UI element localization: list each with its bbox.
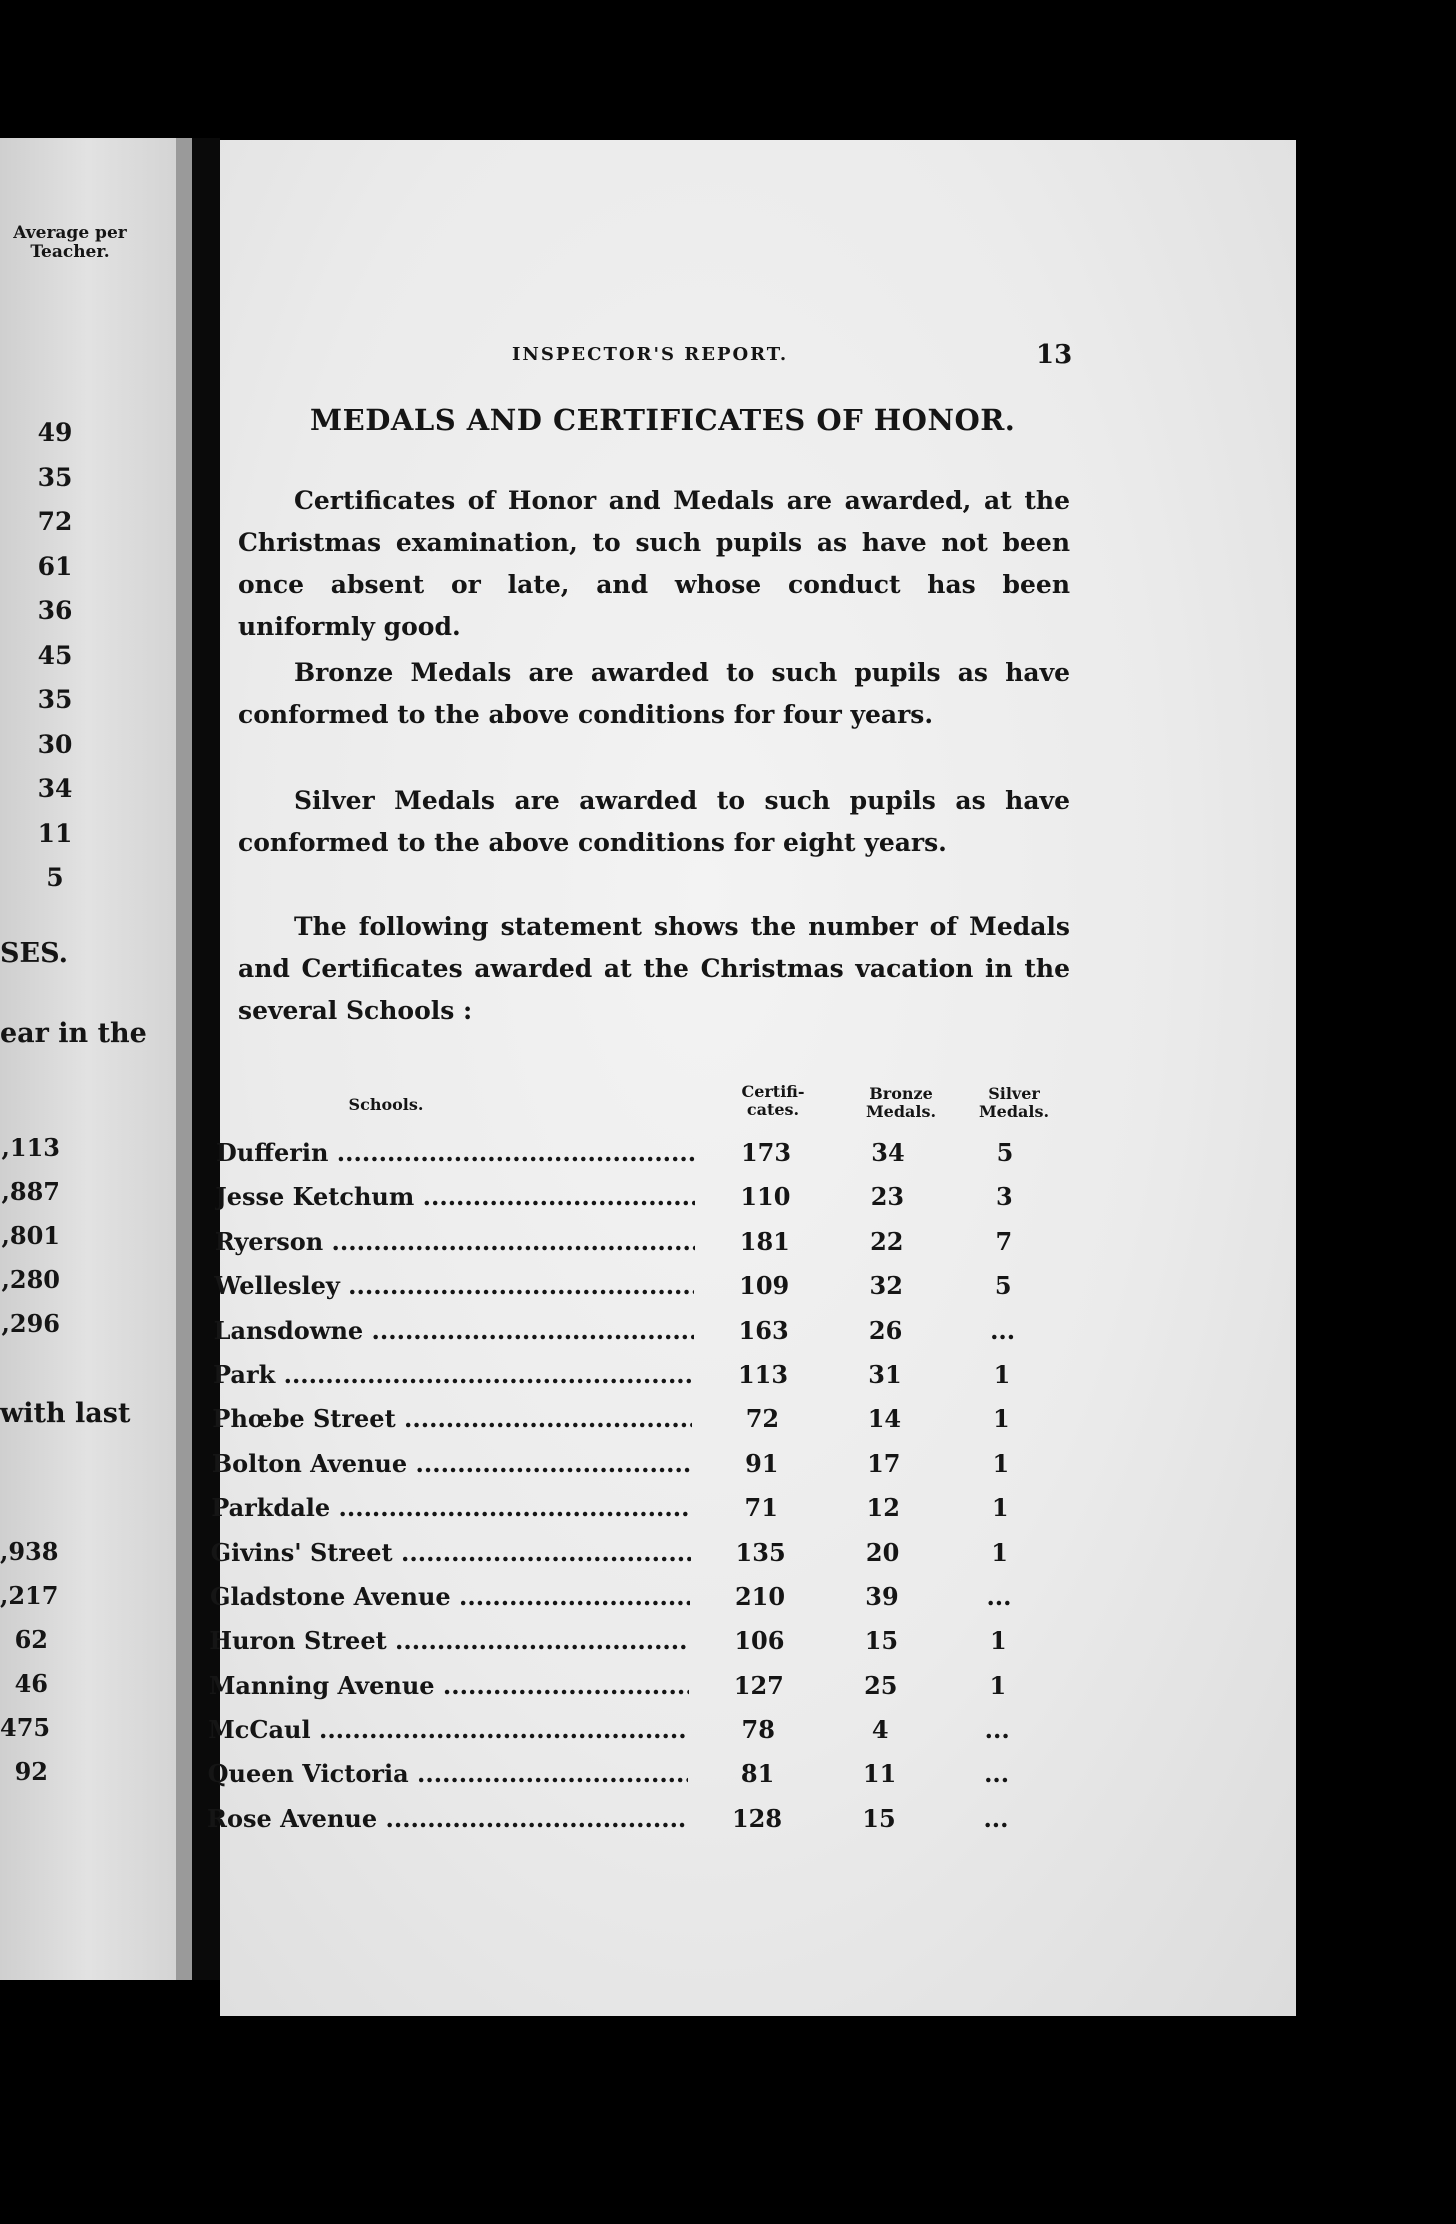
paragraph-2: Bronze Medals are awarded to such pupils as have conformed to the above conditions for four years. [238, 658, 1070, 729]
left-number: 34 [37, 774, 73, 803]
left-number-list [20, 418, 90, 908]
certificates-count: 109 [739, 1271, 790, 1301]
school-name: Parkdale ..... [211, 1493, 691, 1522]
silver-count: 3 [996, 1182, 1013, 1212]
certificates-count: 173 [740, 1138, 792, 1167]
school-name: McCaul ..... [208, 1715, 688, 1744]
left-number: ,801 [1, 1221, 60, 1250]
certificates-count: 72 [745, 1404, 780, 1434]
table-row [207, 1804, 1067, 1848]
bronze-count: 34 [871, 1138, 905, 1167]
school-name: Dufferin ..... [216, 1138, 696, 1167]
left-number: 45 [37, 640, 73, 670]
table-row [208, 1715, 1068, 1759]
bronze-count: 26 [868, 1315, 903, 1345]
left-number: 36 [37, 596, 73, 625]
table-row [209, 1626, 1069, 1670]
certificates-count: 78 [741, 1715, 775, 1745]
left-number: ,217 [0, 1581, 59, 1610]
bronze-count: 22 [870, 1226, 904, 1256]
table-row [214, 1271, 1074, 1315]
left-column-header: Average per Teacher. [13, 223, 127, 262]
silver-count: 1 [991, 1493, 1009, 1523]
school-name: Huron Street ..... [209, 1626, 689, 1655]
silver-count: 5 [996, 1138, 1014, 1167]
school-name: Gladstone Avenue ..... [210, 1582, 690, 1611]
certificates-count: 71 [744, 1493, 778, 1523]
school-name: Lansdowne ..... [214, 1316, 694, 1345]
silver-count: 1 [993, 1359, 1011, 1389]
left-number: ,938 [0, 1537, 59, 1566]
silver-count: 1 [990, 1626, 1007, 1656]
section-title: MEDALS AND CERTIFICATES OF HONOR. [310, 403, 1016, 437]
school-name: Phœbe Street ..... [212, 1404, 692, 1433]
bronze-count: 39 [865, 1581, 899, 1611]
paragraph-1: Certificates of Honor and Medals are awarded, at the Christmas examination, to such pupils as have not been once absent or late, and whose conduct has been uniformly good. [238, 486, 1070, 641]
certificates-count: 135 [735, 1537, 786, 1567]
left-number: 30 [37, 729, 73, 759]
silver-count: ... [986, 1581, 1012, 1611]
left-number: ,113 [1, 1133, 60, 1162]
left-number: ,296 [1, 1309, 60, 1338]
header-silver: Silver Medals. [978, 1084, 1050, 1121]
silver-count: ... [984, 1759, 1010, 1789]
bronze-count: 31 [868, 1359, 902, 1389]
left-number: 35 [37, 685, 73, 714]
silver-count: ... [983, 1803, 1009, 1833]
left-number: 35 [37, 462, 73, 492]
certificates-count: 81 [740, 1759, 775, 1789]
bronze-count: 25 [864, 1670, 898, 1700]
bronze-count: 23 [870, 1182, 905, 1212]
certificates-count: 128 [731, 1803, 783, 1833]
left-number: 475 [0, 1713, 51, 1742]
paragraph-4: The following statement shows the number of Medals and Certificates awarded at the Christmas vacation in the several Schools : [238, 912, 1070, 1025]
silver-count: 1 [989, 1670, 1007, 1700]
table-row [213, 1360, 1073, 1404]
school-name: Bolton Avenue ..... [212, 1449, 692, 1478]
table-row [215, 1227, 1075, 1271]
paragraph-3: Silver Medals are awarded to such pupils as have conformed to the above conditions for eight years. [238, 786, 1070, 857]
header-bronze: Bronze Medals. [865, 1084, 937, 1121]
left-number: 5 [46, 863, 64, 892]
bronze-count: 14 [867, 1404, 902, 1434]
bronze-count: 11 [862, 1759, 897, 1789]
page-number: 13 [1036, 340, 1073, 370]
school-name: Wellesley ..... [214, 1271, 694, 1300]
silver-count: ... [984, 1715, 1010, 1745]
left-fragment-last: with last [0, 1398, 131, 1429]
table-row [212, 1404, 1072, 1448]
table-row [215, 1182, 1075, 1226]
table-row [209, 1671, 1069, 1715]
table-row [214, 1316, 1074, 1360]
table-row [212, 1449, 1072, 1493]
school-name: Rose Avenue ..... [207, 1804, 687, 1833]
school-name: Queen Victoria ..... [208, 1759, 688, 1788]
certificates-count: 127 [733, 1670, 784, 1700]
school-name: Givins' Street ..... [211, 1538, 691, 1567]
table-row [210, 1582, 1070, 1626]
running-head: INSPECTOR'S REPORT. [512, 344, 789, 365]
silver-count: 1 [993, 1404, 1010, 1434]
certificates-count: 210 [734, 1581, 786, 1611]
bronze-count: 17 [867, 1448, 901, 1478]
left-number: ,887 [1, 1177, 60, 1206]
certificates-count: 163 [738, 1315, 789, 1345]
table-row [211, 1493, 1071, 1537]
page-gutter [176, 138, 192, 1980]
certificates-count: 113 [737, 1359, 789, 1389]
left-number: 46 [14, 1669, 48, 1698]
silver-count: 1 [992, 1448, 1010, 1478]
left-number: 92 [14, 1757, 48, 1786]
table-row [208, 1759, 1068, 1803]
school-name: Jesse Ketchum ..... [215, 1182, 695, 1211]
bronze-count: 15 [864, 1626, 899, 1656]
bronze-count: 4 [871, 1715, 889, 1745]
medals-table [207, 1138, 1076, 1848]
certificates-count: 181 [739, 1226, 790, 1256]
bronze-count: 12 [866, 1493, 900, 1523]
left-number: 61 [37, 551, 73, 581]
bronze-count: 20 [865, 1537, 900, 1567]
left-number-list-3 [0, 1537, 59, 1801]
left-number: ,280 [1, 1265, 60, 1294]
left-fragment-ses: SES. [0, 938, 69, 969]
left-fragment-year: ear in the [0, 1018, 147, 1049]
school-name: Ryerson ..... [215, 1227, 695, 1256]
certificates-count: 106 [734, 1626, 785, 1656]
bronze-count: 15 [862, 1803, 896, 1833]
school-name: Park ..... [213, 1360, 693, 1389]
silver-count: 1 [991, 1537, 1008, 1567]
left-number: 49 [37, 418, 73, 447]
left-number: 11 [37, 818, 73, 848]
table-row [211, 1538, 1071, 1582]
left-number: 72 [37, 507, 73, 536]
school-name: Manning Avenue ..... [209, 1671, 689, 1700]
left-number: 62 [14, 1625, 48, 1654]
certificates-count: 91 [745, 1448, 779, 1478]
table-row [216, 1138, 1076, 1182]
certificates-count: 110 [740, 1182, 791, 1212]
bronze-count: 32 [869, 1271, 903, 1301]
silver-count: 7 [995, 1226, 1013, 1256]
header-schools: Schools. [348, 1095, 424, 1114]
silver-count: ... [990, 1315, 1016, 1345]
header-certificates: Certifi- cates. [741, 1082, 805, 1119]
left-number-list-2 [0, 1133, 60, 1353]
silver-count: 5 [994, 1271, 1012, 1301]
